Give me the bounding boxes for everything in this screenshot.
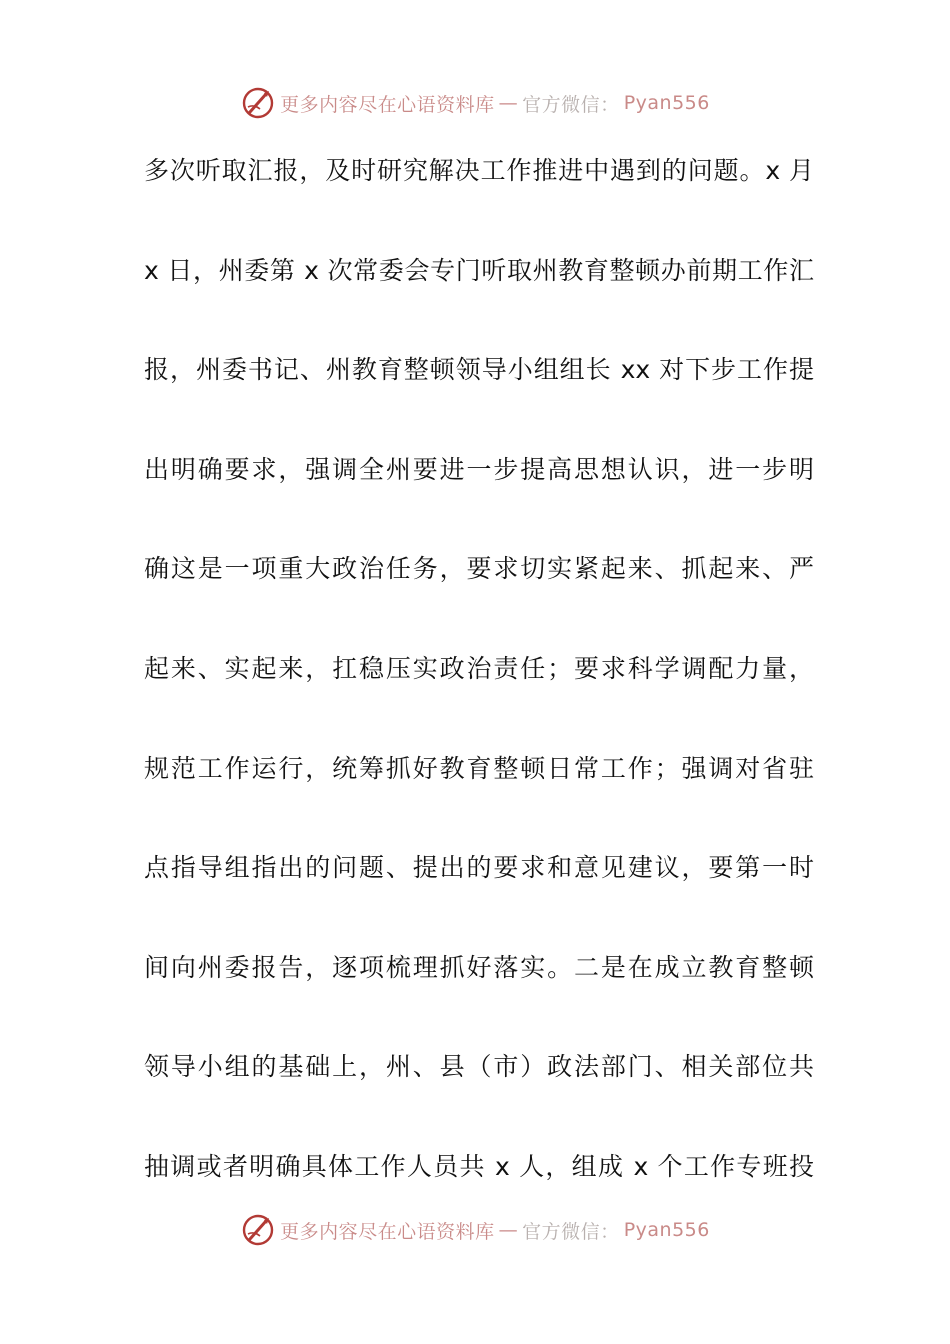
body-line: 点指导组指出的问题、提出的要求和意见建议，要第一时: [144, 853, 814, 883]
body-line: 多次听取汇报，及时研究解决工作推进中遇到的问题。x 月: [144, 156, 814, 185]
pen-circle-logo-icon: [240, 85, 276, 121]
body-line: 间向州委报告，逐项梳理抓好落实。二是在成立教育整顿: [144, 952, 814, 982]
pen-circle-logo-icon: [240, 1212, 276, 1248]
watermark-dash: —: [498, 1219, 519, 1241]
body-line: 起来、实起来，扛稳压实政治责任；要求科学调配力量，: [144, 653, 814, 683]
body-line: x 日，州委第 x 次常委会专门听取州教育整顿办前期工作汇: [144, 255, 814, 285]
body-line: 规范工作运行，统筹抓好教育整顿日常工作；强调对省驻: [144, 753, 814, 783]
watermark-dash: —: [498, 92, 519, 114]
header-watermark: [0, 83, 950, 123]
watermark-wechat-label: 官方微信：: [522, 93, 620, 116]
body-line: 出明确要求，强调全州要进一步提高思想认识，进一步明: [144, 454, 814, 484]
body-line: 报，州委书记、州教育整顿领导小组组长 xx 对下步工作提: [144, 355, 814, 385]
watermark-wechat-label: 官方微信：: [522, 1220, 620, 1243]
document-body: [144, 146, 814, 1242]
body-line: 抽调或者明确具体工作人员共 x 人，组成 x 个工作专班投: [144, 1151, 814, 1181]
watermark-wechat-id: Pyan556: [623, 92, 710, 114]
watermark-brand: 更多内容尽在心语资料库: [280, 93, 495, 116]
footer-watermark: [0, 1210, 950, 1250]
body-line: 领导小组的基础上，州、县（市）政法部门、相关部位共: [144, 1052, 814, 1082]
body-line: 确这是一项重大政治任务，要求切实紧起来、抓起来、严: [144, 554, 814, 584]
watermark-brand: 更多内容尽在心语资料库: [280, 1220, 495, 1243]
watermark-wechat-id: Pyan556: [623, 1219, 710, 1241]
